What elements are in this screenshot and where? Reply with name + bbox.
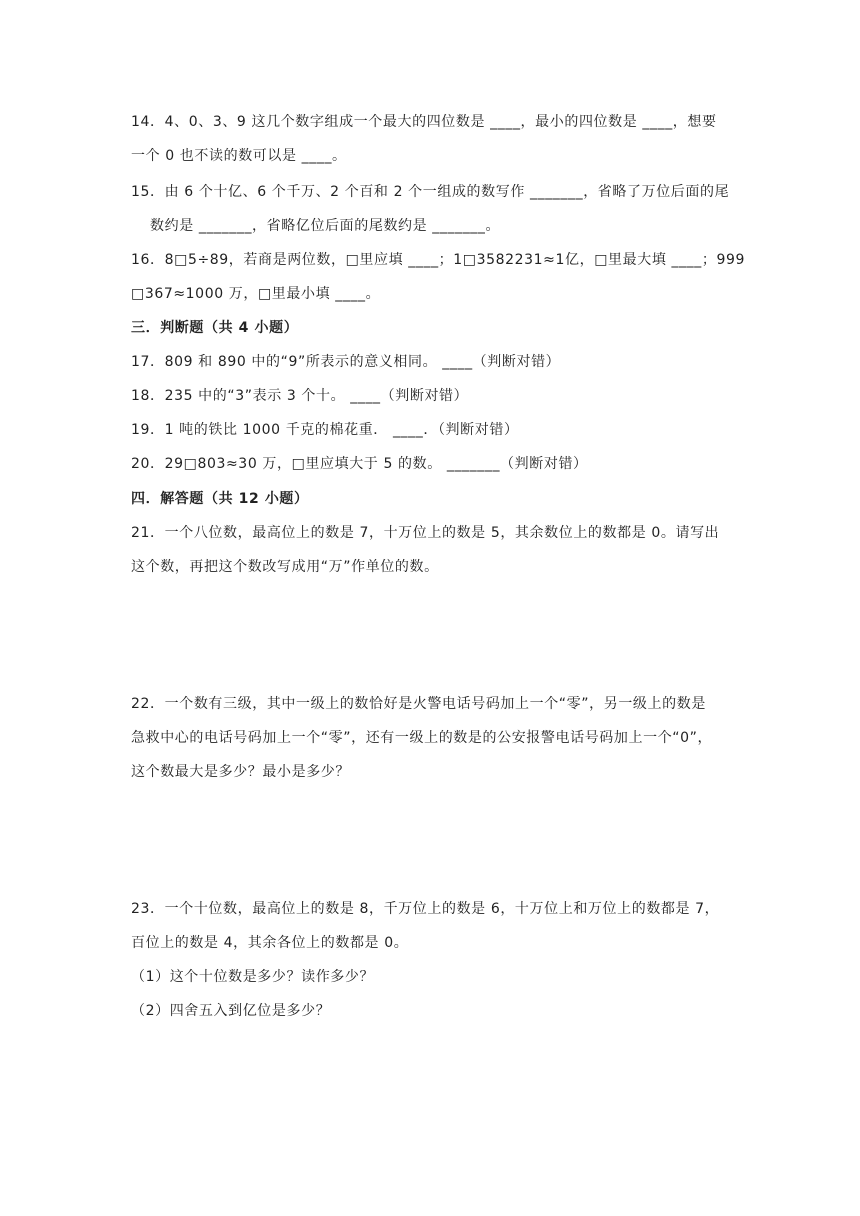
question-20: 20．29□803≈30 万，□里应填大于 5 的数。 _______（判断对错） [131,456,588,472]
question-23-sub-2: （2）四舍五入到亿位是多少？ [131,1003,331,1019]
question-23-sub-1: （1）这个十位数是多少？读作多少？ [131,969,375,985]
question-21-line-1: 21．一个八位数，最高位上的数是 7，十万位上的数是 5，其余数位上的数都是 0。请写出 [131,525,720,541]
question-23-line-2: 百位上的数是 4，其余各位上的数都是 0。 [131,935,409,951]
question-14-line-1: 14．4、0、3、9 这几个数字组成一个最大的四位数是 ____，最小的四位数是 ____，想要 [131,114,717,130]
question-17: 17．809 和 890 中的“9”所表示的意义相同。 ____（判断对错） [131,354,561,370]
question-22-line-2: 急救中心的电话号码加上一个“零”，还有一级上的数是的公安报警电话号码加上一个“0”， [131,730,713,746]
question-23-line-1: 23．一个十位数，最高位上的数是 8，千万位上的数是 6，十万位上和万位上的数都是 7， [131,901,720,917]
question-21-line-2: 这个数，再把这个数改写成用“万”作单位的数。 [131,559,439,575]
question-16-line-2: □367≈1000 万，□里最小填 ____。 [131,286,381,302]
question-18: 18．235 中的“3”表示 3 个十。 ____（判断对错） [131,388,469,404]
question-16-line-1: 16．8□5÷89，若商是两位数，□里应填 ____；1□3582231≈1亿，□里最大填 ____；999 [131,252,745,268]
section-4-heading: 四．解答题（共 12 小题） [131,491,309,507]
question-14-line-2: 一个 0 也不读的数可以是 ____。 [131,148,347,164]
question-15-line-1: 15．由 6 个十亿、6 个千万、2 个百和 2 个一组成的数写作 _______，省略了万位后面的尾 [131,184,730,200]
question-22-line-3: 这个数最大是多少？最小是多少？ [131,764,350,780]
section-3-heading: 三．判断题（共 4 小题） [131,320,299,336]
question-22-line-1: 22．一个数有三级，其中一级上的数恰好是火警电话号码加上一个“零”，另一级上的数是 [131,696,706,712]
question-15-line-2: 数约是 _______，省略亿位后面的尾数约是 _______。 [150,218,501,234]
question-19: 19．1 吨的铁比 1000 千克的棉花重． ____．（判断对错） [131,422,519,438]
